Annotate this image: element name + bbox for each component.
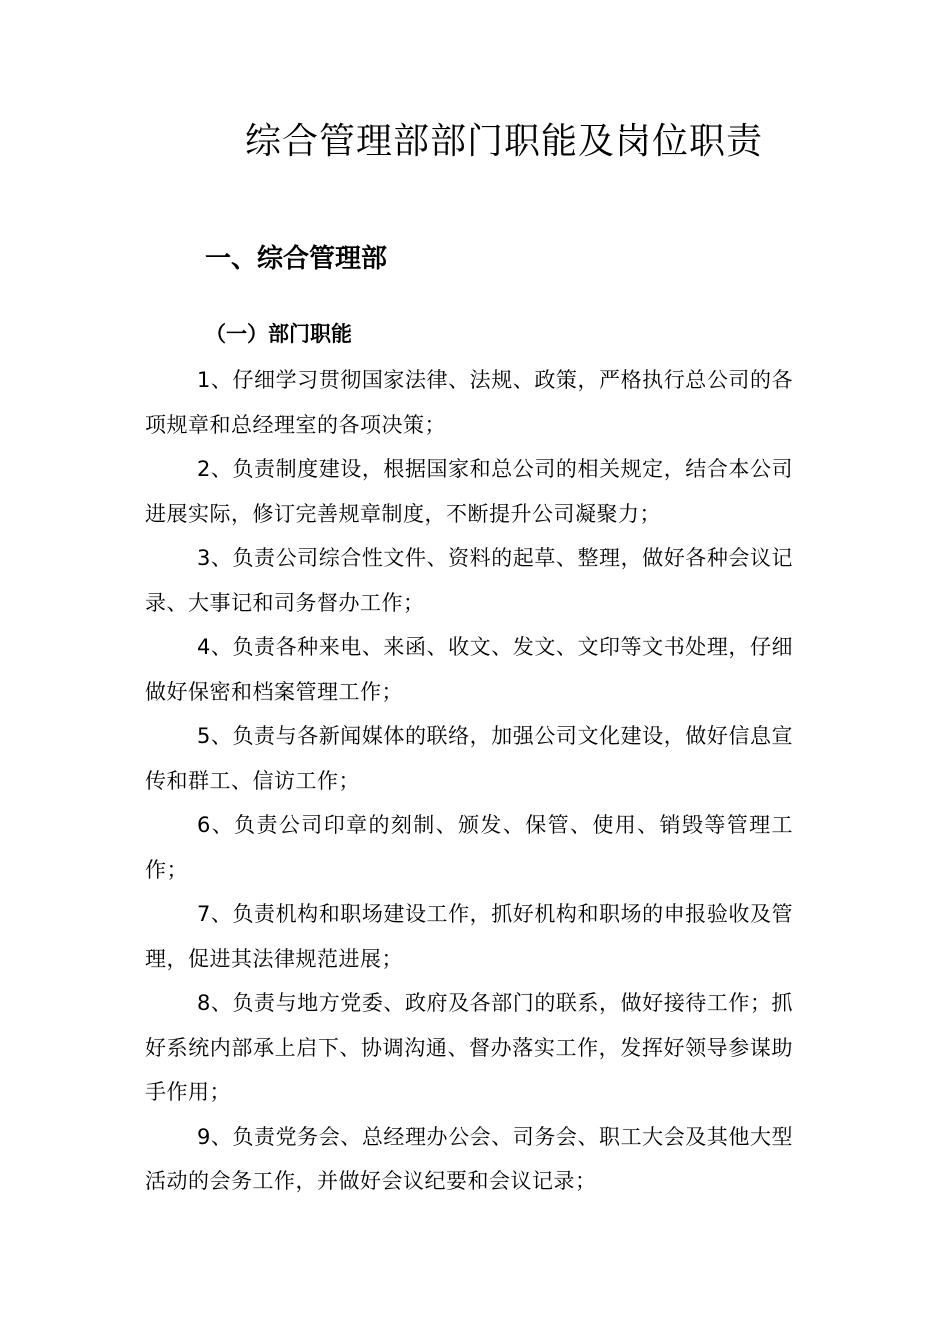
paragraph: 7、负责机构和职场建设工作，抓好机构和职场的申报验收及管理，促进其法律规范进展； [145,902,793,971]
sub-heading: （一）部门职能 [205,322,352,346]
paragraph-list [145,358,793,1204]
paragraph: 5、负责与各新闻媒体的联络，加强公司文化建设，做好信息宣传和群工、信访工作； [145,724,793,793]
paragraph: 9、负责党务会、总经理办公会、司务会、职工大会及其他大型活动的会务工作，并做好会议纪要和会议记录； [145,1124,793,1193]
paragraph: 8、负责与地方党委、政府及各部门的联系，做好接待工作；抓好系统内部承上启下、协调沟通、督办落实工作，发挥好领导参谋助手作用； [145,991,793,1104]
paragraph: 3、负责公司综合性文件、资料的起草、整理，做好各种会议记录、大事记和司务督办工作； [145,546,793,615]
paragraph: 2、负责制度建设，根据国家和总公司的相关规定，结合本公司进展实际，修订完善规章制度，不断提升公司凝聚力； [145,457,793,526]
paragraph: 6、负责公司印章的刻制、颁发、保管、使用、销毁等管理工作； [145,813,793,882]
section-heading: 一、综合管理部 [205,244,388,274]
document-title: 综合管理部部门职能及岗位职责 [245,121,764,162]
paragraph: 1、仔细学习贯彻国家法律、法规、政策，严格执行总公司的各项规章和总经理室的各项决策； [145,368,793,437]
paragraph: 4、负责各种来电、来函、收文、发文、文印等文书处理，仔细做好保密和档案管理工作； [145,635,793,704]
